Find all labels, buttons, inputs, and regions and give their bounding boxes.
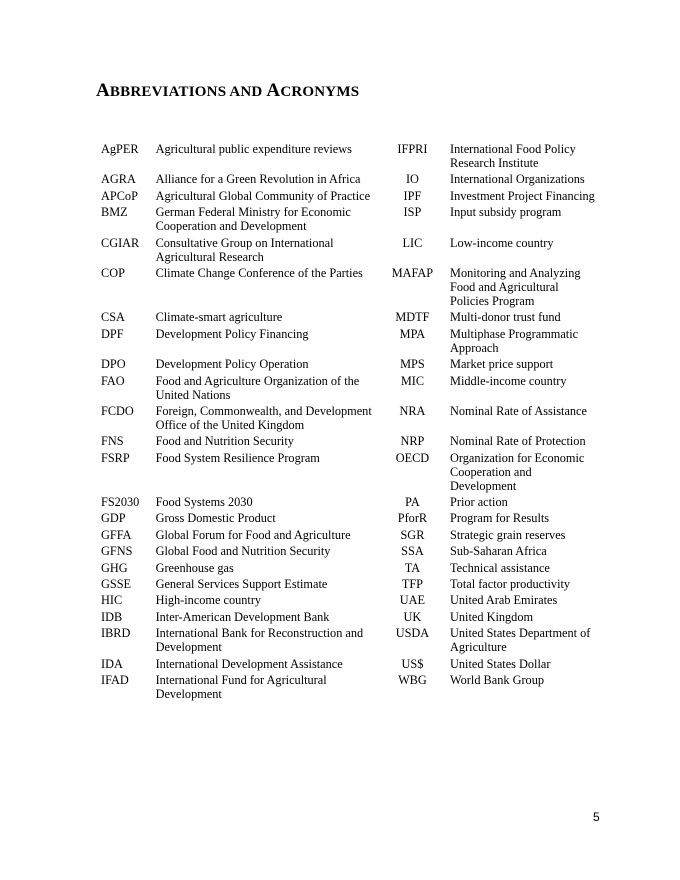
abbreviation-cell: DPF <box>101 326 124 341</box>
table-row <box>96 310 596 326</box>
table-row <box>96 495 596 511</box>
abbreviation-cell: ISP <box>403 205 422 220</box>
table-row <box>96 657 596 673</box>
abbreviation-cell: IFAD <box>101 672 129 687</box>
abbreviations-table-body <box>96 142 596 703</box>
abbreviation-cell: IO <box>405 172 419 187</box>
abbreviation-cell: MDTF <box>395 310 430 325</box>
title-part: CRONYMS <box>280 84 360 100</box>
definition-cell: Climate Change Conference of the Parties <box>155 265 363 280</box>
table-row <box>96 511 596 527</box>
abbreviation-cell: SGR <box>400 527 425 542</box>
definition-cell: Multiphase Programmatic Approach <box>450 326 579 355</box>
abbreviation-cell: UAE <box>399 593 426 608</box>
abbreviation-cell: GFFA <box>101 527 132 542</box>
definition-cell: Strategic grain reserves <box>450 527 566 542</box>
definition-cell: International Fund for Agricultural Development <box>155 672 327 701</box>
definition-cell: Inter-American Development Bank <box>155 609 330 624</box>
definition-cell: Gross Domestic Product <box>155 511 276 526</box>
definition-cell: Low-income country <box>450 235 554 250</box>
definition-cell: International Development Assistance <box>155 656 343 671</box>
abbreviation-cell: IPF <box>403 188 422 203</box>
definition-cell: World Bank Group <box>450 672 544 687</box>
table-row <box>96 142 596 172</box>
definition-cell: Monitoring and Analyzing Food and Agricultural Policies Program <box>450 265 581 308</box>
abbreviation-cell: PforR <box>397 511 428 526</box>
definition-cell: Technical assistance <box>450 560 550 575</box>
table-row <box>96 172 596 188</box>
definition-cell: General Services Support Estimate <box>155 577 328 592</box>
definition-cell: Food and Nutrition Security <box>155 434 294 449</box>
abbreviation-cell: COP <box>101 265 125 280</box>
abbreviation-cell: LIC <box>402 235 423 250</box>
definition-cell: United Kingdom <box>450 609 534 624</box>
definition-cell: Middle-income country <box>450 373 567 388</box>
abbreviation-cell: FCDO <box>101 403 134 418</box>
abbreviation-cell: GDP <box>101 511 126 526</box>
abbreviation-cell: NRP <box>400 434 425 449</box>
abbreviation-cell: NRA <box>399 403 426 418</box>
abbreviation-cell: PA <box>405 495 420 510</box>
abbreviation-cell: CSA <box>101 310 125 325</box>
table-row <box>96 451 596 495</box>
definition-cell: German Federal Ministry for Economic Cooperation and Development <box>155 205 351 234</box>
abbreviation-cell: MPS <box>400 357 425 372</box>
abbreviation-cell: CGIAR <box>101 235 140 250</box>
table-row <box>96 528 596 544</box>
abbreviation-cell: US$ <box>401 656 424 671</box>
abbreviation-cell: OECD <box>395 450 430 465</box>
abbreviation-cell: AgPER <box>101 142 139 156</box>
definition-cell: Food System Resilience Program <box>155 450 320 465</box>
table-row <box>96 434 596 450</box>
definition-cell: Climate-smart agriculture <box>155 310 283 325</box>
abbreviation-cell: UK <box>403 609 422 624</box>
definition-cell: Greenhouse gas <box>155 560 234 575</box>
definition-cell: Total factor productivity <box>450 577 571 592</box>
table-row <box>96 626 596 656</box>
page-number: 5 <box>593 810 600 824</box>
abbreviation-cell: TFP <box>401 577 424 592</box>
definition-cell: Development Policy Operation <box>155 357 309 372</box>
page-title <box>96 80 359 103</box>
abbreviation-cell: BMZ <box>101 205 128 220</box>
definition-cell: Organization for Economic Cooperation and Development <box>450 450 585 493</box>
abbreviation-cell: IDB <box>101 609 123 624</box>
abbreviation-cell: USDA <box>395 626 430 641</box>
definition-cell: Foreign, Commonwealth, and Development Office of the United Kingdom <box>155 403 372 432</box>
abbreviation-cell: GSSE <box>101 577 132 592</box>
definition-cell: Market price support <box>450 357 554 372</box>
definition-cell: Input subsidy program <box>450 205 562 220</box>
title-part: BBREVIATIONS AND <box>109 84 267 100</box>
table-row <box>96 374 596 404</box>
definition-cell: Nominal Rate of Assistance <box>450 403 587 418</box>
abbreviation-cell: WBG <box>398 672 427 687</box>
definition-cell: Multi-donor trust fund <box>450 310 561 325</box>
table-row <box>96 327 596 357</box>
definition-cell: Consultative Group on International Agricultural Research <box>155 235 334 264</box>
abbreviation-cell: SSA <box>401 544 424 559</box>
definition-cell: International Food Policy Research Institute <box>450 142 576 170</box>
definition-cell: Global Forum for Food and Agriculture <box>155 527 351 542</box>
table-row <box>96 561 596 577</box>
table-row <box>96 610 596 626</box>
definition-cell: Food and Agriculture Organization of the United Nations <box>155 373 360 402</box>
table-row <box>96 544 596 560</box>
abbreviation-cell: GHG <box>101 560 128 575</box>
table-row <box>96 236 596 266</box>
abbreviation-cell: IFPRI <box>397 142 428 156</box>
abbreviations-table <box>96 142 596 703</box>
abbreviation-cell: IBRD <box>101 626 131 641</box>
definition-cell: Prior action <box>450 495 508 510</box>
table-row <box>96 205 596 235</box>
definition-cell: International Organizations <box>450 172 585 187</box>
definition-cell: Agricultural public expenditure reviews <box>155 142 352 156</box>
table-row <box>96 266 596 310</box>
definition-cell: Program for Results <box>450 511 550 526</box>
title-part: A <box>96 80 110 101</box>
abbreviation-cell: DPO <box>101 357 126 372</box>
table-row <box>96 404 596 434</box>
abbreviation-cell: MIC <box>400 373 425 388</box>
abbreviation-cell: APCoP <box>101 188 138 203</box>
table-row <box>96 357 596 373</box>
abbreviation-cell: GFNS <box>101 544 133 559</box>
abbreviation-cell: MPA <box>399 326 426 341</box>
definition-cell: Sub-Saharan Africa <box>450 544 547 559</box>
table-row <box>96 593 596 609</box>
abbreviation-cell: MAFAP <box>391 265 434 280</box>
definition-cell: Global Food and Nutrition Security <box>155 544 331 559</box>
definition-cell: Alliance for a Green Revolution in Africa <box>155 172 361 187</box>
abbreviation-cell: FS2030 <box>101 495 140 510</box>
definition-cell: High-income country <box>155 593 262 608</box>
definition-cell: Agricultural Global Community of Practice <box>155 188 371 203</box>
definition-cell: International Bank for Reconstruction and Development <box>155 626 364 655</box>
table-row <box>96 673 596 703</box>
title-part: A <box>266 80 281 101</box>
abbreviation-cell: FSRP <box>101 450 130 465</box>
abbreviation-cell: TA <box>404 560 421 575</box>
definition-cell: United Arab Emirates <box>450 593 558 608</box>
abbreviation-cell: AGRA <box>101 172 136 187</box>
definition-cell: Food Systems 2030 <box>155 495 253 510</box>
definition-cell: United States Dollar <box>450 656 551 671</box>
abbreviation-cell: IDA <box>101 656 123 671</box>
table-row <box>96 189 596 205</box>
abbreviation-cell: FAO <box>101 373 125 388</box>
definition-cell: United States Department of Agriculture <box>450 626 591 655</box>
definition-cell: Development Policy Financing <box>155 326 309 341</box>
abbreviation-cell: FNS <box>101 434 124 449</box>
definition-cell: Investment Project Financing <box>450 188 595 203</box>
table-row <box>96 577 596 593</box>
abbreviation-cell: HIC <box>101 593 123 608</box>
definition-cell: Nominal Rate of Protection <box>450 434 586 449</box>
